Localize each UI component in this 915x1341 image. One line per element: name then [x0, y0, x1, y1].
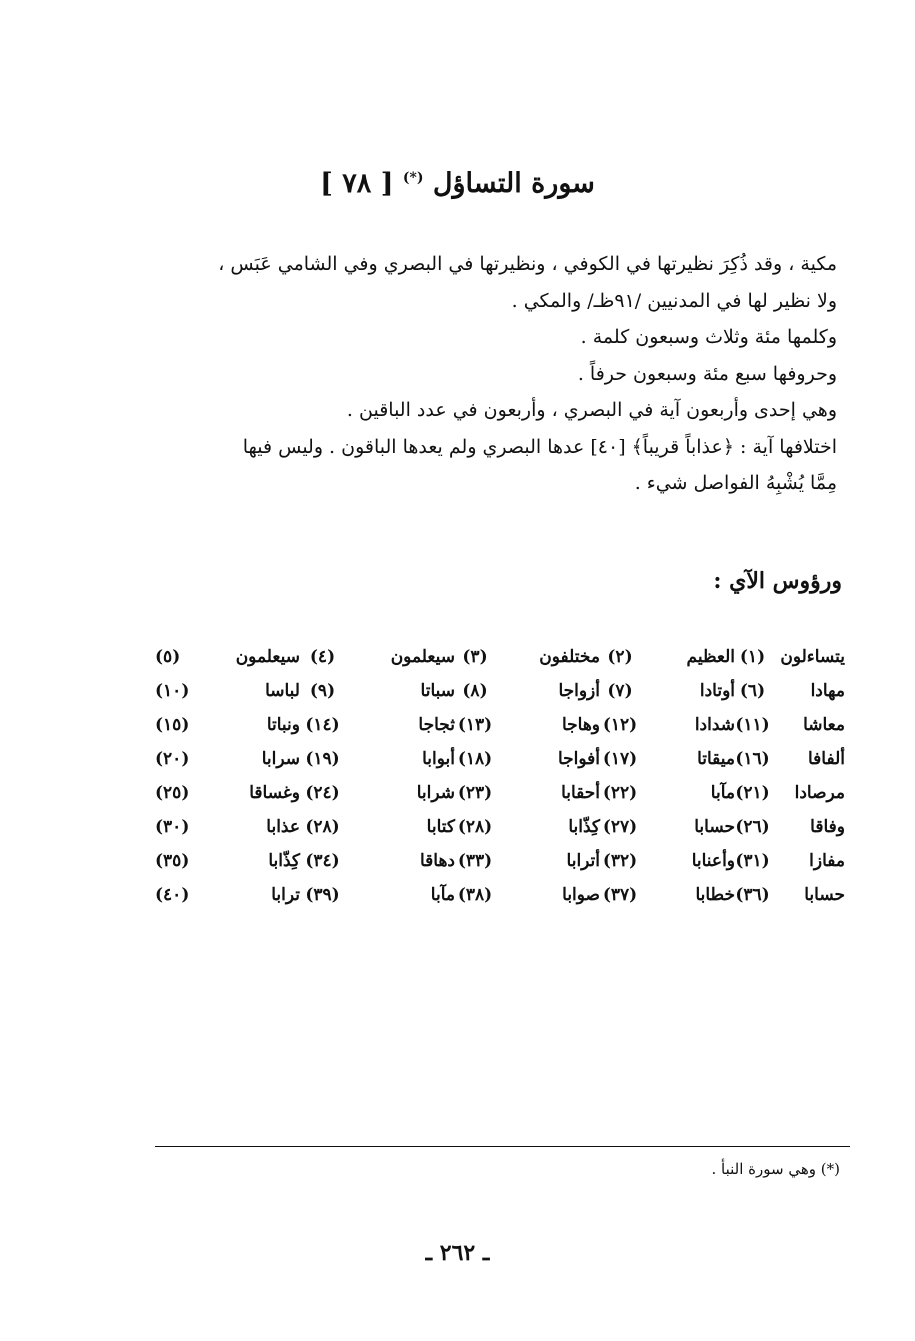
verse-endings-table: [155, 640, 845, 912]
verse-number: (١٧): [602, 749, 638, 769]
verse-word: أحقابا: [561, 783, 600, 803]
verse-word: مهادا: [810, 681, 845, 701]
verse-number: (١٢): [602, 715, 638, 735]
verse-number: (٧): [607, 681, 633, 701]
verse-word: كتابا: [426, 817, 455, 837]
verse-word: لباسا: [265, 681, 300, 701]
verse-word: أبوابا: [422, 749, 455, 769]
verse-number: (٣٢): [602, 851, 638, 871]
verse-word: عذابا: [266, 817, 300, 837]
page-number: ـ ٢٦٢ ـ: [425, 1240, 490, 1266]
intro-line: مِمَّا يُشْبِهُ الفواصل شيء .: [634, 472, 837, 494]
surah-number: [ ٧٨ ]: [320, 168, 394, 199]
verse-number: (٣٦): [735, 885, 770, 905]
verse-number: (٥): [155, 647, 181, 667]
verse-word: كِذّابا: [568, 817, 600, 837]
verse-word: ألفافا: [808, 749, 845, 769]
verse-word: سرابا: [261, 749, 300, 769]
verse-number: (١٦): [735, 749, 770, 769]
verse-word: ثجاجا: [418, 715, 455, 735]
verse-word: ونباتا: [266, 715, 300, 735]
verse-word: معاشا: [803, 715, 845, 735]
verse-number: (٣٩): [305, 885, 340, 905]
verse-word: سيعلمون: [390, 647, 455, 667]
verse-number: (٢٧): [602, 817, 638, 837]
footnote: (*) وهي سورة النبأ .: [711, 1160, 840, 1178]
verse-number: (٢): [607, 647, 633, 667]
verse-number: (٤): [309, 647, 336, 667]
verse-row: [155, 810, 845, 844]
verse-endings-heading: ورؤوس الآي :: [713, 568, 842, 594]
verse-word: العظيم: [686, 647, 735, 667]
verse-row: [155, 708, 845, 742]
verse-number: (٤٠): [155, 885, 190, 905]
verse-row: [155, 878, 845, 912]
verse-word: أوتادا: [699, 681, 735, 701]
verse-number: (٦): [739, 681, 766, 701]
verse-number: (٣٠): [155, 817, 190, 837]
verse-number: (٣): [462, 647, 488, 667]
verse-word: دهاقا: [419, 851, 455, 871]
verse-word: شدادا: [694, 715, 735, 735]
verse-word: أزواجا: [558, 681, 600, 701]
verse-number: (٣٨): [457, 885, 493, 905]
verse-word: أفواجا: [557, 749, 600, 769]
footnote-marker: (*): [402, 170, 424, 186]
intro-paragraph: [137, 246, 837, 502]
verse-number: (٢٣): [457, 783, 493, 803]
verse-number: (٢٨): [457, 817, 493, 837]
verse-word: سيعلمون: [235, 647, 300, 667]
verse-row: [155, 742, 845, 776]
verse-word: حسابا: [804, 885, 845, 905]
verse-word: صوابا: [562, 885, 600, 905]
verse-number: (١٩): [305, 749, 340, 769]
verse-number: (٢٥): [155, 783, 190, 803]
verse-word: حسابا: [694, 817, 735, 837]
verse-number: (٣٣): [457, 851, 493, 871]
verse-word: خطابا: [695, 885, 735, 905]
verse-row: [155, 776, 845, 810]
verse-word: مآبا: [430, 885, 455, 905]
verse-word: وغساقا: [249, 783, 300, 803]
surah-heading: [0, 168, 915, 199]
verse-number: (١): [739, 647, 766, 667]
verse-number: (١٨): [457, 749, 493, 769]
verse-word: وهاجا: [561, 715, 600, 735]
verse-number: (٣٧): [602, 885, 638, 905]
surah-title: سورة التساؤل: [432, 168, 595, 199]
verse-number: (٢١): [735, 783, 770, 803]
intro-line: وكلمها مئة وثلاث وسبعون كلمة .: [580, 326, 837, 348]
verse-number: (٨): [462, 681, 488, 701]
verse-word: سباتا: [420, 681, 455, 701]
verse-number: (٢٦): [735, 817, 770, 837]
verse-word: ميقاتا: [697, 749, 735, 769]
intro-line: مكية ، وقد ذُكِرَ نظيرتها في الكوفي ، ونظيرتها في البصري وفي الشامي عَبَس ،: [218, 253, 837, 275]
verse-number: (١١): [735, 715, 770, 735]
verse-word: مرصادا: [794, 783, 845, 803]
intro-line: وحروفها سبع مئة وسبعون حرفاً .: [577, 362, 837, 385]
verse-row: [155, 844, 845, 878]
intro-line: ولا نظير لها في المدنيين /٩١ظـ/ والمكي .: [511, 289, 837, 312]
verse-number: (١٠): [155, 681, 190, 701]
verse-word: مختلفون: [539, 647, 600, 667]
verse-number: (٢٠): [155, 749, 190, 769]
verse-word: مفازا: [809, 851, 845, 871]
intro-line: اختلافها آية : ﴿عذاباً قريباً﴾ [٤٠] عدها البصري ولم يعدها الباقون . وليس فيها: [242, 435, 837, 458]
verse-word: شرابا: [416, 783, 455, 803]
verse-number: (١٣): [457, 715, 493, 735]
verse-word: ترابا: [271, 885, 300, 905]
verse-word: أترابا: [566, 851, 600, 871]
verse-number: (٢٤): [305, 783, 340, 803]
verse-word: كِذّابا: [268, 851, 300, 871]
verse-number: (٣٤): [305, 851, 340, 871]
verse-number: (٢٨): [305, 817, 340, 837]
verse-word: وفاقا: [810, 817, 845, 837]
verse-row: [155, 640, 845, 674]
footnote-divider: [155, 1146, 850, 1147]
verse-number: (٩): [309, 681, 336, 701]
verse-number: (١٥): [155, 715, 190, 735]
verse-number: (٣١): [735, 851, 770, 871]
verse-endings-body: [155, 640, 845, 912]
verse-word: مآبا: [710, 783, 735, 803]
verse-row: [155, 674, 845, 708]
verse-word: يتساءلون: [780, 647, 845, 667]
verse-number: (١٤): [305, 715, 340, 735]
verse-number: (٢٢): [602, 783, 638, 803]
intro-line: وهي إحدى وأربعون آية في البصري ، وأربعون في عدد الباقين .: [346, 399, 837, 421]
verse-number: (٣٥): [155, 851, 190, 871]
verse-word: وأعنابا: [691, 851, 735, 871]
